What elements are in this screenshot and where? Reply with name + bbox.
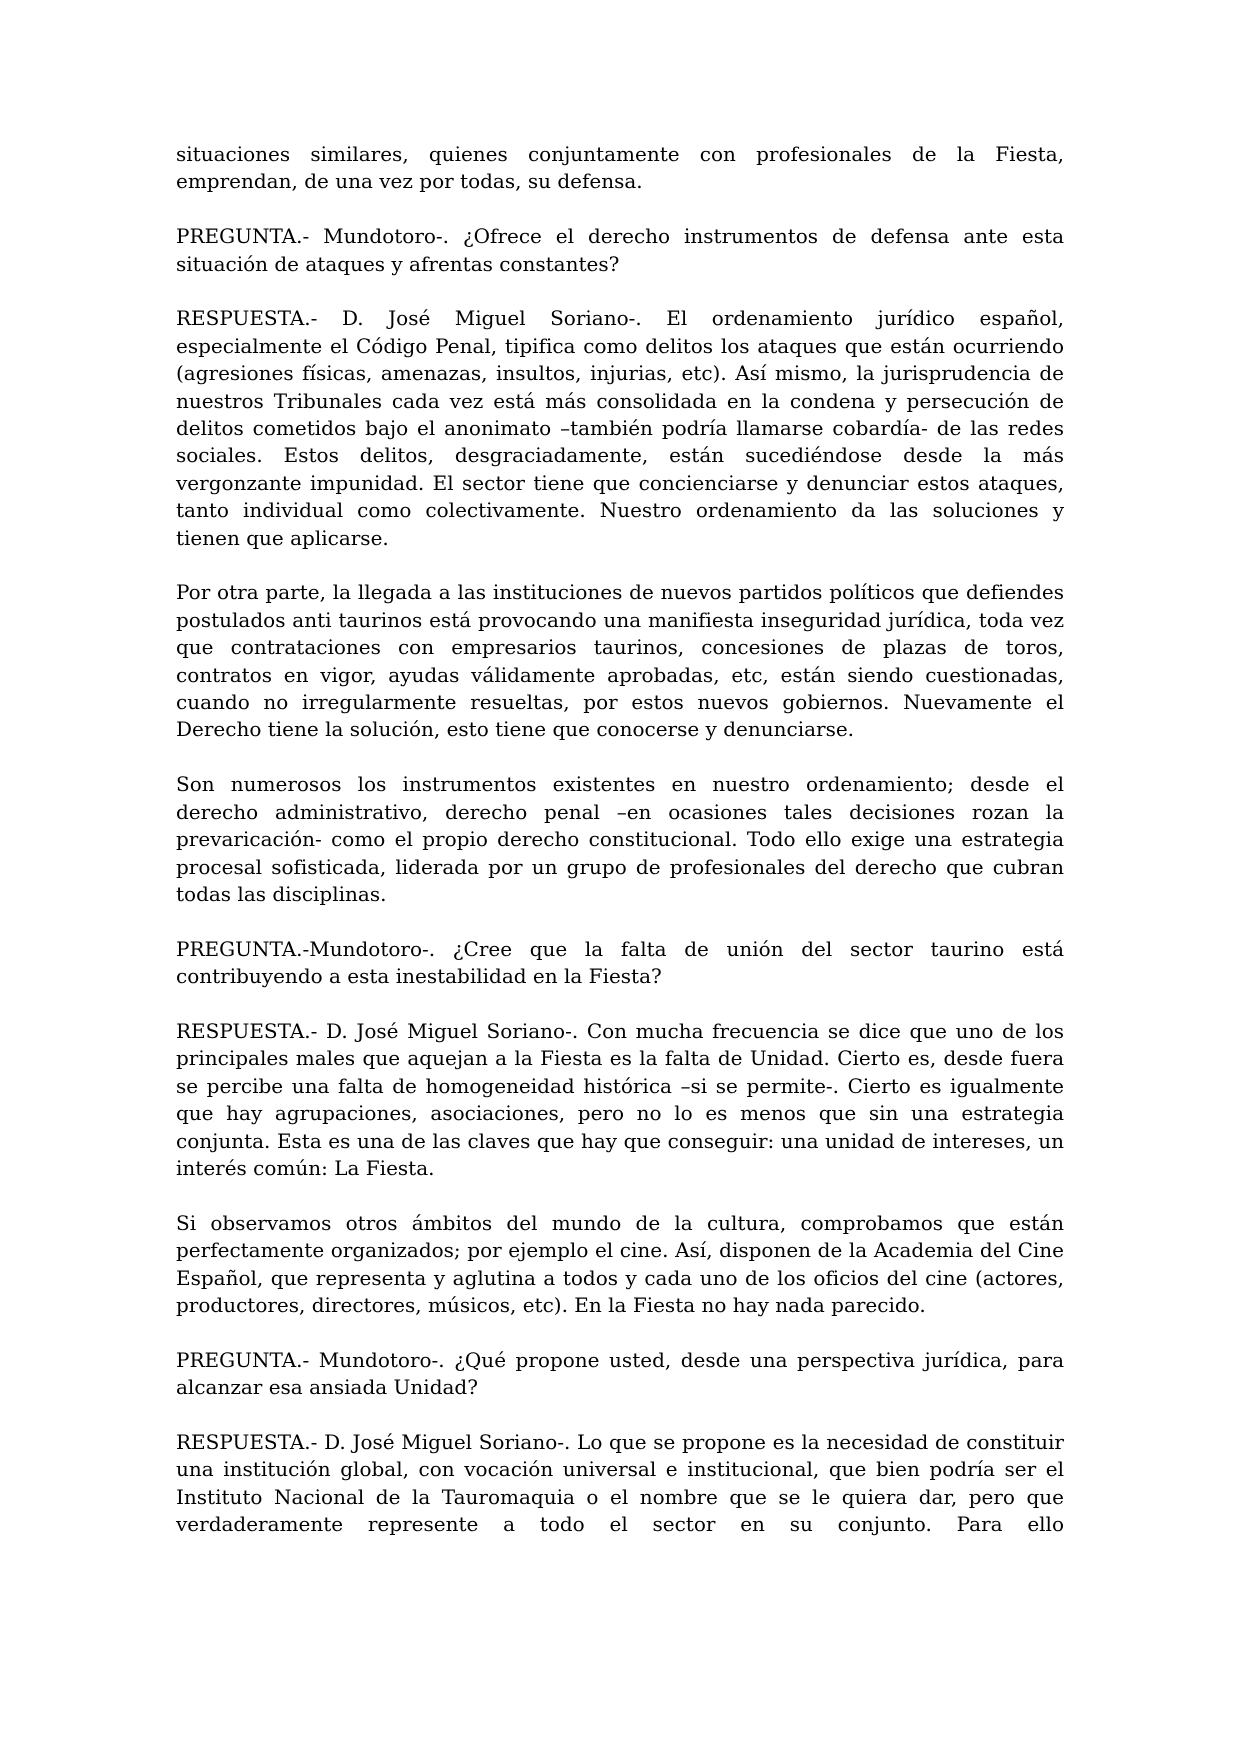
paragraph-answer-1: RESPUESTA.- D. José Miguel Soriano-. El ordenamiento jurídico español, especialmente el Código Penal, tipifica como delitos los ataques que están ocurriendo (agresiones físicas, amenazas, insultos, injurias, etc). Así mismo, la jurisprudencia de nuestros Tribunales cada vez está más consolidada en la condena y persecución de delitos cometidos bajo el anonimato –también podría llamarse cobardía- de las redes sociales. Estos delitos, desgraciadamente, están sucediéndose desde la más vergonzante impunidad. El sector tiene que concienciarse y denunciar estos ataques, tanto individual como colectivamente. Nuestro ordenamiento da las soluciones y tienen que aplicarse. [176, 306, 1064, 550]
paragraph-question-2: PREGUNTA.-Mundotoro-. ¿Cree que la falta de unión del sector taurino está contribuyendo a esta inestabilidad en la Fiesta? [176, 936, 1064, 989]
paragraph-question-3: PREGUNTA.- Mundotoro-. ¿Qué propone usted, desde una perspectiva jurídica, para alcanzar esa ansiada Unidad? [176, 1347, 1064, 1400]
document-text-block [176, 141, 1064, 1539]
paragraph-body-continuation: situaciones similares, quienes conjuntamente con profesionales de la Fiesta, emprendan, de una vez por todas, su defensa. [176, 142, 1064, 194]
paragraph-answer-1-cont-a: Por otra parte, la llegada a las instituciones de nuevos partidos políticos que defiendes postulados anti taurinos está provocando una manifiesta inseguridad jurídica, toda vez que contrataciones con empresarios taurinos, concesiones de plazas de toros, contratos en vigor, ayudas válidamente aprobadas, etc, están siendo cuestionadas, cuando no irregularmente resueltas, por estos nuevos gobiernos. Nuevamente el Derecho tiene la solución, esto tiene que conocerse y denunciarse. [176, 580, 1064, 742]
paragraph-answer-1-cont-b: Son numerosos los instrumentos existentes en nuestro ordenamiento; desde el derecho administrativo, derecho penal –en ocasiones tales decisiones rozan la prevaricación- como el propio derecho constitucional. Todo ello exige una estrategia procesal sofisticada, liderada por un grupo de profesionales del derecho que cubran todas las disciplinas. [176, 772, 1064, 906]
paragraph-question-1: PREGUNTA.- Mundotoro-. ¿Ofrece el derecho instrumentos de defensa ante esta situación de ataques y afrentas constantes? [176, 224, 1064, 276]
paragraph-answer-2-cont: Si observamos otros ámbitos del mundo de la cultura, comprobamos que están perfectamente organizados; por ejemplo el cine. Así, disponen de la Academia del Cine Español, que representa y aglutina a todos y cada uno de los oficios del cine (actores, productores, directores, músicos, etc). En la Fiesta no hay nada parecido. [176, 1210, 1064, 1317]
paragraph-answer-2: RESPUESTA.- D. José Miguel Soriano-. Con mucha frecuencia se dice que uno de los principales males que aquejan a la Fiesta es la falta de Unidad. Cierto es, desde fuera se percibe una falta de homogeneidad histórica –si se permite-. Cierto es igualmente que hay agrupaciones, asociaciones, pero no lo es menos que sin una estrategia conjunta. Esta es una de las claves que hay que conseguir: una unidad de intereses, un interés común: La Fiesta. [176, 1018, 1064, 1180]
paragraph-answer-3: RESPUESTA.- D. José Miguel Soriano-. Lo que se propone es la necesidad de constituir una institución global, con vocación universal e institucional, que bien podría ser el Instituto Nacional de la Tauromaquia o el nombre que se le quiera dar, pero que verdaderamente represente a todo el sector en su conjunto. Para ello [176, 1429, 1064, 1537]
